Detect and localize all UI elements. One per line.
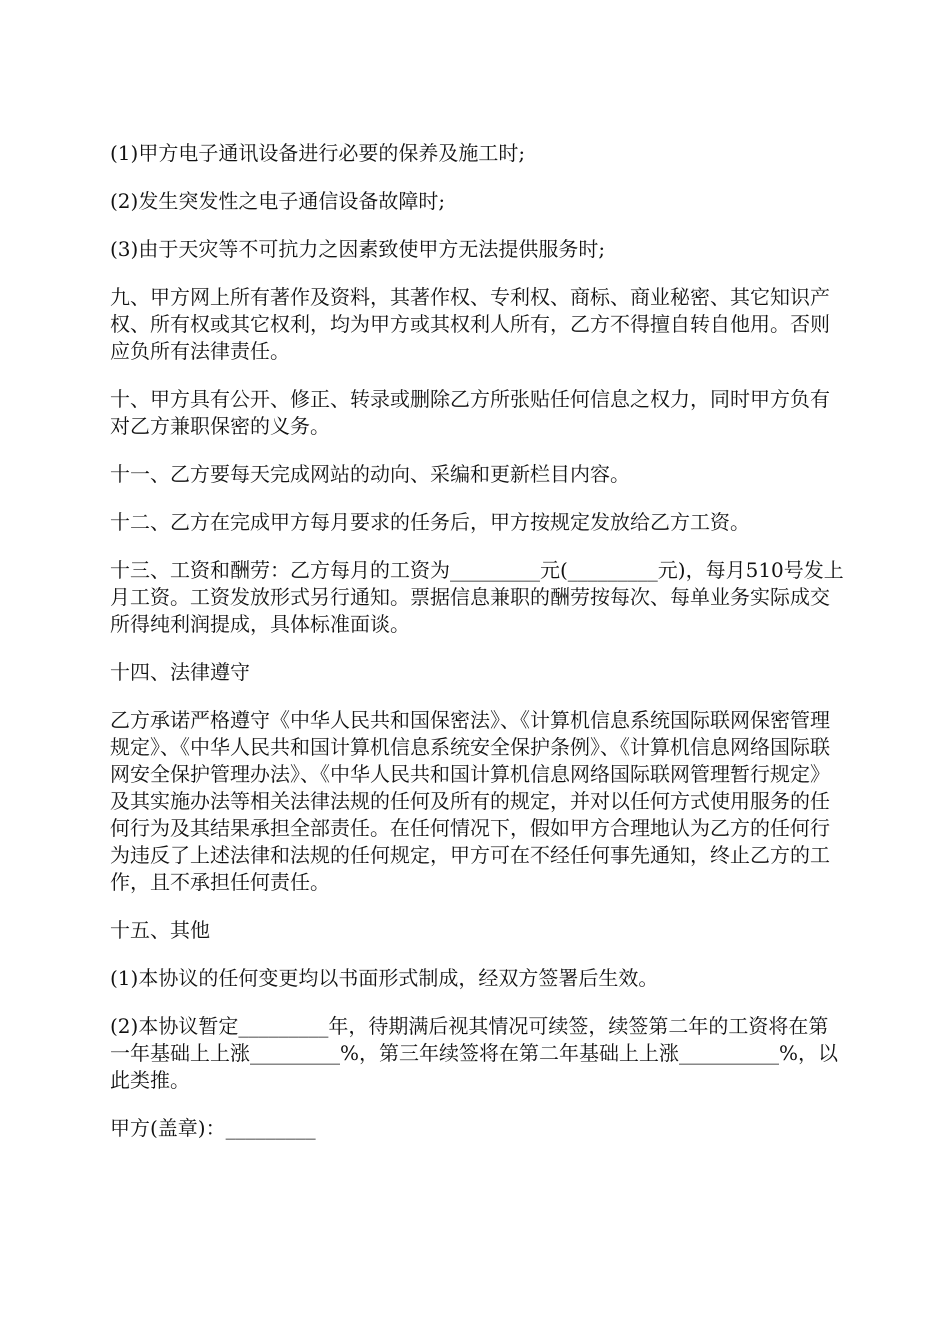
clause-14-heading: 十四、法律遵守 [110,660,250,684]
clause-9-item-1: (1)甲方电子通讯设备进行必要的保养及施工时; [110,141,526,165]
clause-13-wages: 十三、工资和酬劳：乙方每月的工资为_________元(_________元)，每月510号发上月工资。工资发放形式另行通知。票据信息兼职的酬劳按每次、每单业务实际成交所得纯利润提成，具体标准面谈。 [110,558,844,636]
clause-14-body: 乙方承诺严格遵守《中华人民共和国保密法》、《计算机信息系统国际联网保密管理规定》、《中华人民共和国计算机信息系统安全保护条例》、《计算机信息网络国际联网安全保护管理办法》、《中华人民共和国计算机信息网络国际联网管理暂行规定》及其实施办法等相关法律法规的任何及所有的规定，并对以任何方式使用服务的任何行为及其结果承担全部责任。在任何情况下，假如甲方合理地认为乙方的任何行为违反了上述法律和法规的任何规定，甲方可在不经任何事先通知，终止乙方的工作，且不承担任何责任。 [110,708,830,894]
clause-9-item-2: (2)发生突发性之电子通信设备故障时; [110,189,446,213]
clause-15-item-2: (2)本协议暂定_________年，待期满后视其情况可续签，续签第二年的工资将在第一年基础上上涨_________%，第三年续签将在第二年基础上上涨__________%，以此类推。 [110,1014,839,1092]
clause-9-ip-rights: 九、甲方网上所有著作及资料，其著作权、专利权、商标、商业秘密、其它知识产权、所有权或其它权利，均为甲方或其权利人所有，乙方不得擅自转自他用。否则应负所有法律责任。 [110,285,830,363]
clause-9-item-3: (3)由于天灾等不可抗力之因素致使甲方无法提供服务时; [110,237,606,261]
clause-12-salary-payment: 十二、乙方在完成甲方每月要求的任务后，甲方按规定发放给乙方工资。 [110,510,750,534]
clause-11-daily-tasks: 十一、乙方要每天完成网站的动向、采编和更新栏目内容。 [110,462,630,486]
clause-10-info-rights: 十、甲方具有公开、修正、转录或删除乙方所张贴任何信息之权力，同时甲方负有对乙方兼职保密的义务。 [110,387,830,438]
party-a-signature: 甲方(盖章)：_________ [110,1116,316,1140]
clause-15-item-1: (1)本协议的任何变更均以书面形式制成，经双方签署后生效。 [110,966,659,990]
document-page [110,140,845,1163]
clause-15-heading: 十五、其他 [110,918,210,942]
